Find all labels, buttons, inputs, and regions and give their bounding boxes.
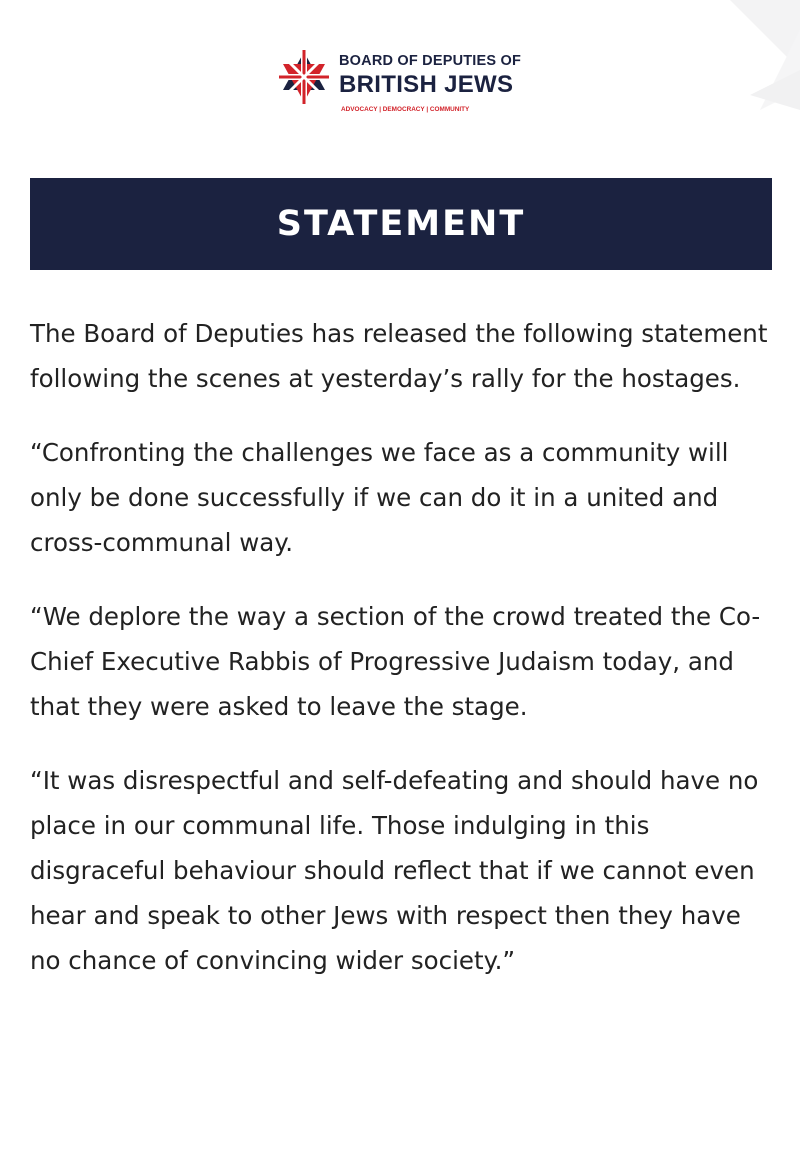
statement-banner [30, 178, 772, 270]
logo-text-line1: BOARD OF DEPUTIES OF [339, 53, 522, 69]
logo-tagline: ADVOCACY | DEMOCRACY | COMMUNITY [341, 106, 470, 113]
banner-title: STATEMENT [276, 204, 526, 244]
logo-text-line2: BRITISH JEWS [339, 71, 514, 98]
statement-body [30, 311, 775, 1012]
paragraph-intro: The Board of Deputies has released the following statement following the scenes at yesterday’s rally for the hostages. [30, 319, 768, 393]
paragraph-quote-1: “Confronting the challenges we face as a community will only be done successfully if we can do it in a united and cross-communal way. [30, 438, 729, 557]
paragraph-quote-3: “It was disrespectful and self-defeating and should have no place in our communal life. Those indulging in this disgraceful behaviour should reflect that if we cannot even hear and speak to other Jews with respect then they have no chance of convincing wider society.” [30, 766, 759, 975]
paragraph-quote-2: “We deplore the way a section of the crowd treated the Co-Chief Executive Rabbis of Progressive Judaism today, and that they were asked to leave the stage. [30, 602, 761, 721]
watermark-star-icon [690, 0, 800, 120]
star-of-david-union-flag-icon [275, 48, 333, 106]
board-of-deputies-logo [275, 44, 525, 124]
